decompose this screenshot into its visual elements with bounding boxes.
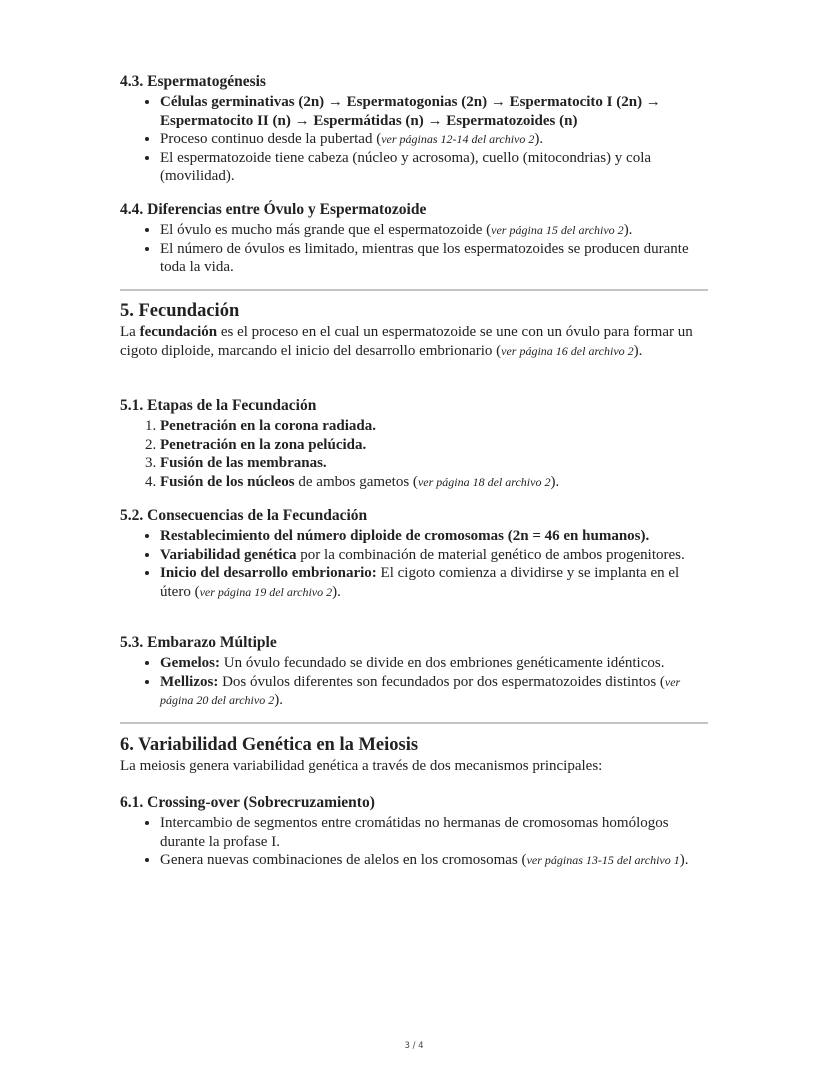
list-item (160, 436, 710, 455)
section-5-1 (120, 396, 710, 491)
text: ). (679, 852, 689, 868)
text: ). (633, 343, 643, 359)
text: por la combinación de material genético de ambos progenitores. (296, 546, 685, 563)
list-item (160, 527, 710, 546)
section-heading: 6. Variabilidad Genética en la Meiosis (120, 735, 419, 755)
bullet-list (120, 93, 710, 186)
bold-text: Fusión de las membranas. (160, 455, 327, 471)
list-item (160, 564, 710, 601)
bold-text: Restablecimiento del número diploide de cromosomas (2n = 46 en humanos). (160, 528, 650, 544)
section-6-1 (120, 793, 710, 870)
list-item (160, 454, 710, 473)
bold-text: Penetración en la corona radiada. (160, 418, 376, 434)
paragraph (120, 323, 710, 361)
paragraph: La meiosis genera variabilidad genética a través de dos mecanismos principales: (120, 758, 603, 774)
section-heading: 5. Fecundación (120, 301, 240, 321)
section-6 (120, 734, 710, 776)
list-item (160, 93, 710, 130)
list-item: • El espermatozoide tiene cabeza (núcleo y acrosoma), cuello (mitocondrias) y cola (movilidad). (160, 149, 710, 186)
page-number: 3 / 4 (404, 1041, 424, 1051)
page-reference: ver página 20 del archivo 2 (160, 674, 681, 707)
section-5 (120, 300, 710, 361)
list-item: • Intercambio de segmentos entre cromátidas no hermanas de cromosomas homólogos durante la profase I. (160, 814, 710, 851)
text: El óvulo es mucho más grande que el espermatozoide ( (160, 222, 492, 238)
section-heading: 4.3. Espermatogénesis (120, 73, 266, 90)
text: ). (274, 692, 283, 708)
section-heading: 5.1. Etapas de la Fecundación (120, 397, 317, 414)
page-reference: ver página 19 del archivo 2 (199, 584, 333, 599)
text: ). (332, 583, 341, 600)
section-4-3 (120, 72, 710, 186)
text: ). (534, 131, 544, 147)
bold-text: Variabilidad genética (160, 546, 297, 563)
page-reference: ver página 18 del archivo 2 (417, 474, 551, 489)
numbered-list (120, 417, 710, 491)
bullet-list (120, 814, 710, 870)
section-heading: 5.2. Consecuencias de la Fecundación (120, 507, 368, 524)
bullet-list (120, 654, 710, 710)
bold-text: Penetración en la zona pelúcida. (160, 436, 367, 453)
page-reference: ver páginas 13-15 del archivo 1 (526, 853, 680, 867)
page-reference: ver páginas 12-14 del archivo 2 (381, 132, 535, 146)
section-5-3 (120, 633, 710, 710)
bullet-list (120, 527, 710, 601)
section-4-4 (120, 200, 710, 277)
list-item (160, 673, 710, 710)
text: Genera nuevas combinaciones de alelos en los cromosomas ( (160, 852, 527, 868)
text: El cigoto comienza a dividirse y se implanta en el útero ( (160, 565, 680, 600)
section-heading: 5.3. Embarazo Múltiple (120, 634, 277, 651)
list-item (160, 221, 710, 240)
list-item (160, 130, 710, 149)
bold-text: Inicio del desarrollo embrionario: (160, 565, 377, 581)
text: es el proceso en el cual un espermatozoide se une con un óvulo para formar un cigoto diploide, marcando el inicio del desarrollo embrionario ( (120, 324, 693, 359)
page-reference: ver página 16 del archivo 2 (501, 344, 634, 358)
text: ). (550, 473, 560, 490)
bold-text: Células germinativas (2n) → Espermatogonias (2n) → Espermatocito I (2n) → Espermatocito II (n) → Espermátidas (n) → Espermatozoides (n) (160, 94, 661, 129)
list-item (160, 654, 710, 673)
section-5-2 (120, 506, 710, 601)
text: Un óvulo fecundado se divide en dos embriones genéticamente idénticos. (219, 655, 665, 671)
bold-text: Gemelos: (160, 655, 220, 671)
list-item (160, 473, 710, 492)
text: de ambos gametos ( (294, 473, 418, 490)
bold-text: fecundación (139, 324, 218, 340)
bullet-list (120, 221, 710, 277)
bold-text: Mellizos: (160, 673, 219, 690)
text: ). (623, 222, 633, 238)
divider (120, 289, 708, 291)
list-item (160, 546, 710, 565)
list-item: • El número de óvulos es limitado, mientras que los espermatozoides se producen durante toda la vida. (160, 240, 710, 277)
section-heading: 4.4. Diferencias entre Óvulo y Espermatozoide (120, 201, 427, 218)
bold-text: Fusión de los núcleos (160, 473, 295, 490)
divider (120, 722, 708, 724)
list-item (160, 851, 710, 870)
list-item (160, 417, 710, 436)
page-reference: ver página 15 del archivo 2 (491, 223, 624, 237)
text: Proceso continuo desde la pubertad ( (160, 131, 382, 147)
text: La (120, 324, 140, 340)
text: Dos óvulos diferentes son fecundados por dos espermatozoides distintos ( (218, 673, 665, 690)
section-heading: 6.1. Crossing-over (Sobrecruzamiento) (120, 794, 375, 811)
